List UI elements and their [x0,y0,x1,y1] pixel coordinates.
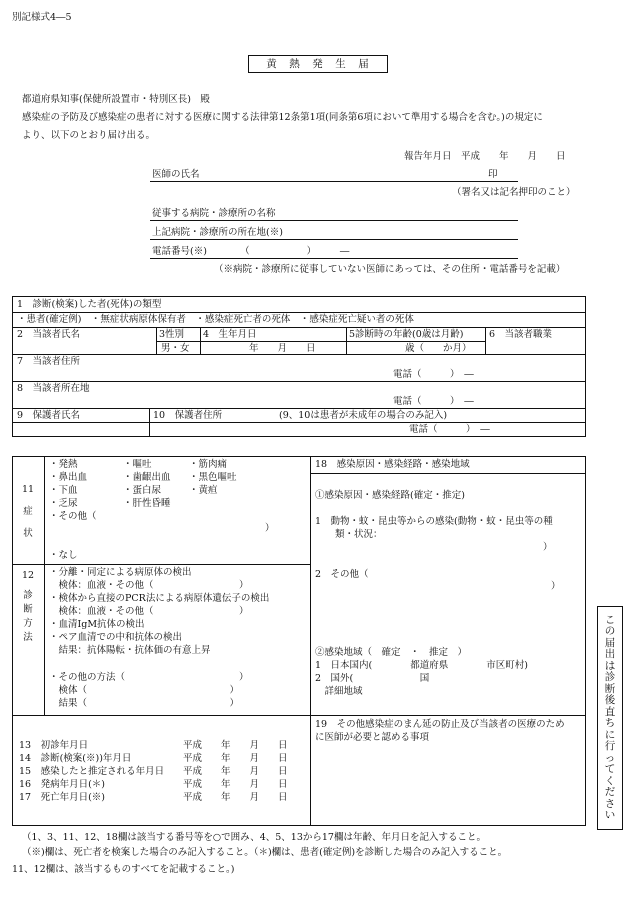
diagnosis-method[interactable]: ・ペア血清での中和抗体の検出 [49,632,183,643]
side-note-char: 断 [604,682,616,695]
side-note-char: 届 [604,636,616,649]
symptom-item[interactable]: ・下血 [49,485,78,496]
symptom-item[interactable]: ・鼻出血 [49,472,88,483]
symptom-item[interactable]: ・歯齦出血 [123,472,171,483]
date-value[interactable]: 平成 年 月 日 [183,753,288,764]
symptom-item[interactable]: ・黒色嘔吐 [189,472,237,483]
diagnosis-result[interactable]: 結果：抗体陽転・抗体価の有意上昇 [49,645,211,656]
section1-label: 1 診断(検案)した者(死体)の類型 [17,299,162,310]
section12-label-1: 診 [23,590,33,601]
doctor-name-line[interactable] [150,181,518,182]
side-note-char: く [604,774,616,787]
patient-location-phone[interactable]: 電話（ ） ― [393,396,474,407]
infection-route-1b: 類・状況： [335,529,383,540]
side-note-char: の [604,625,616,637]
date-label: 13 初診年月日 [19,740,89,751]
symptom-none[interactable]: ・なし [49,550,78,561]
date-label: 17 死亡年月日(※) [19,792,106,803]
patient-location-label: 8 当該者所在地 [17,383,90,394]
symptom-item[interactable]: ・嘔吐 [123,459,152,470]
age-label: 5診断時の年齢(0歳は月齢) [349,329,464,340]
section11-num: 11 [21,484,35,495]
form-title: 黄 熱 発 生 届 [248,55,388,73]
hospital-address-line[interactable] [150,239,518,240]
infection-region-abroad[interactable]: 2 国外( 国 [315,673,430,684]
side-note-char: 行 [604,740,616,752]
form-id: 別記様式4―5 [12,12,72,23]
intro-line-2: より、以下のとおり届け出る。 [22,130,156,141]
signature-note: （署名又は記名押印のこと） [452,187,576,198]
infection-region-detail[interactable]: 詳細地域 [315,686,363,697]
infection-route-1-close: ） [543,542,553,553]
diagnosis-method[interactable]: ・検体から直接のPCR法による病原体遺伝子の検出 [49,593,270,604]
date-label: 16 発病年月日(＊) [19,779,106,790]
hospital-address-label: 上記病院・診療所の所在地(※) [152,227,283,238]
symptom-item[interactable]: ・筋肉痛 [189,459,228,470]
date-label: 14 診断(検案(※))年月日 [19,753,132,764]
footnote: （1、3、11、12、18欄は該当する番号等を○で囲み、4、5、13から17欄は年齢、年月日を記入すること。 [22,832,486,843]
side-note-char: ち [604,717,616,729]
side-note-char: て [604,763,616,775]
infection-region-domestic[interactable]: 1 日本国内( 都道府県 市区町村) [315,660,528,671]
footnote: （※)欄は、死亡者を検案した場合のみ記入すること。（＊)欄は、患者(確定例)を診断した場合のみ記入すること。 [22,847,508,858]
side-note-char: い [604,809,616,821]
date-label: 15 感染したと推定される年月日 [19,766,165,777]
phone-label: 電話番号(※) （ ） ― [152,246,350,257]
symptom-item[interactable]: ・肝性昏睡 [123,498,171,509]
dob-label: 4 生年月日 [203,329,257,340]
report-date: 報告年月日 平成 年 月 日 [404,151,566,162]
diagnosis-specimen[interactable]: 検体：血液・その他（ ） [49,580,249,591]
section12-label-2: 断 [23,604,33,615]
patient-address-phone[interactable]: 電話（ ） ― [393,369,474,380]
section19-label: 19 その他感染症のまん延の防止及び当該者の医療のため [315,719,565,730]
diagnosis-specimen[interactable]: 検体：血液・その他（ ） [49,606,249,617]
side-note-char: 出 [604,648,616,660]
side-note-char: こ [604,613,616,626]
date-value[interactable]: 平成 年 月 日 [183,766,288,777]
section11-label-2: 状 [23,528,33,539]
clinical-info-table [12,456,586,826]
side-note-char: 診 [604,671,616,683]
hospital-name-line[interactable] [150,220,518,221]
date-value[interactable]: 平成 年 月 日 [183,740,288,751]
side-note-char: は [604,659,616,672]
phone-note: （※病院・診療所に従事していない医師にあっては、その住所・電話番号を記載） [214,264,566,275]
patient-info-table [12,296,586,437]
patient-address-label: 7 当該者住所 [17,356,81,367]
infection-route-1[interactable]: 1 動物・蚊・昆虫等からの感染(動物・蚊・昆虫等の種 [315,516,553,527]
section12-num: 12 [21,570,35,581]
section18-label: 18 感染原因・感染経路・感染地域 [315,459,470,470]
section11-label-1: 症 [23,506,33,517]
addressee: 都道府県知事(保健所設置市・特別区長) 殿 [22,94,210,105]
date-value[interactable]: 平成 年 月 日 [183,792,288,803]
diagnosis-method[interactable]: ・分離・同定による病原体の検出 [49,567,192,578]
phone-line[interactable] [150,258,518,259]
side-note-char: っ [604,751,616,764]
hospital-name-label: 従事する病院・診療所の名称 [152,208,276,219]
diagnosis-other-method[interactable]: ・その他の方法（ ） [49,672,249,683]
side-note-char: 後 [604,694,616,706]
seal-mark: 印 [488,169,498,180]
diagnosis-method[interactable]: ・血清IgM抗体の検出 [49,619,145,630]
side-note-char: 直 [604,705,616,718]
symptom-item[interactable]: ・蛋白尿 [123,485,162,496]
side-note-char: に [604,728,616,741]
infection-route-label[interactable]: ①感染原因・感染経路(確定・推定) [315,490,465,501]
symptom-item[interactable]: ・発熱 [49,459,78,470]
guardian-name-label: 9 保護者氏名 [17,410,81,421]
intro-line-1: 感染症の予防及び感染症の患者に対する医療に関する法律第12条第1項(同条第6項において準用する場合を含む。)の規定に [22,112,543,123]
guardian-note: (9、10は患者が未成年の場合のみ記入) [279,410,448,421]
infection-region-label[interactable]: ②感染地域（ 確定 ・ 推定 ） [315,647,468,658]
section12-label-4: 法 [23,632,33,643]
side-note [597,606,623,830]
section12-label-3: 方 [23,618,33,629]
diagnosis-other-result[interactable]: 結果（ ） [49,698,240,709]
symptom-other-close: ） [265,523,275,534]
side-note-char: さ [604,797,616,810]
dob-value[interactable]: 年 月 日 [249,343,316,354]
case-type-options[interactable]: ・患者(確定例) ・無症状病原体保有者 ・感染症死亡者の死体 ・感染症死亡疑い者の死体 [17,314,414,325]
side-note-char: だ [604,786,616,798]
guardian-phone[interactable]: 電話（ ） ― [409,424,490,435]
sex-options[interactable]: 男・女 [161,343,190,354]
footnote: 11、12欄は、該当するものすべてを記載すること。) [12,864,235,875]
age-value[interactable]: 歳（ か月） [405,343,472,354]
patient-name-label: 2 当該者氏名 [17,329,81,340]
doctor-name-label: 医師の氏名 [152,169,200,180]
infection-route-2[interactable]: 2 その他（ [315,569,369,580]
guardian-address-label: 10 保護者住所 [153,410,223,421]
symptom-item[interactable]: ・その他（ [49,511,97,522]
diagnosis-other-specimen[interactable]: 検体（ ） [49,685,240,696]
job-label: 6 当該者職業 [489,329,553,340]
date-value[interactable]: 平成 年 月 日 [183,779,288,790]
section19-label-b: に医師が必要と認める事項 [315,732,430,743]
sex-label: 3性別 [159,329,185,340]
infection-route-2-close: ） [551,581,561,592]
symptom-item[interactable]: ・黄疸 [189,485,218,496]
symptom-item[interactable]: ・乏尿 [49,498,78,509]
